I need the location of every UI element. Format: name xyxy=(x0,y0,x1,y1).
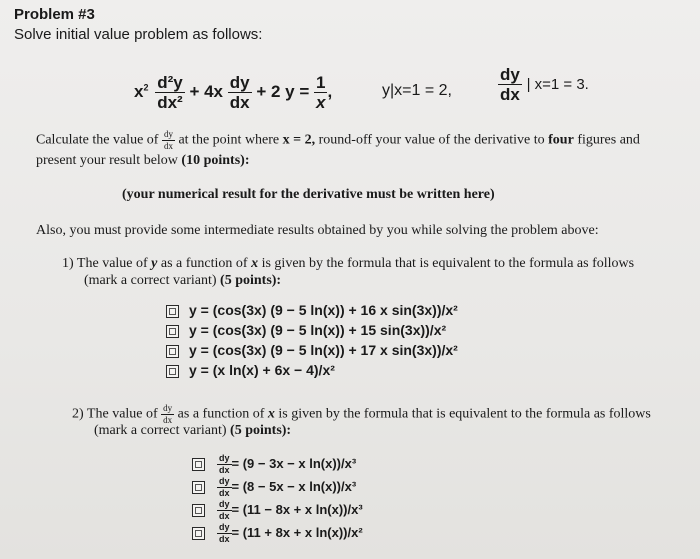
instruction-line-2: present your result below (10 points): xyxy=(36,153,250,168)
question-1-line-1: 1) The value of y as a function of x is given by the formula that is equivalent to the formula as follows xyxy=(62,256,635,271)
ode-equation xyxy=(134,74,332,111)
checkbox[interactable] xyxy=(192,527,205,540)
checkbox[interactable] xyxy=(166,345,179,358)
instruction-line-1: Calculate the value of $\frac{dy}{dx}$ at the point where x = 2, round-off your value of the derivative to four figures and xyxy=(36,129,640,151)
answer-note: (your numerical result for the derivative must be written here) xyxy=(122,187,495,202)
dy-dx-fraction: $\frac{dy}{dx}$ xyxy=(163,129,173,151)
checkbox[interactable] xyxy=(166,365,179,378)
problem-title: Problem #3 xyxy=(14,6,95,23)
checkbox[interactable] xyxy=(192,458,205,471)
checkbox[interactable] xyxy=(166,325,179,338)
question-2-line-2: (mark a correct variant) (5 points): xyxy=(94,423,292,438)
problem-subtitle: Solve initial value problem as follows: xyxy=(14,26,263,43)
eq-plus-4x: + 4x xyxy=(189,81,224,101)
eq-exp: 2 xyxy=(143,82,149,93)
q2-option-2[interactable]: $\frac{dy}{dx}$ = (8 − 5x − x ln(x))/x³ xyxy=(192,477,356,498)
q1-option-3[interactable]: y = (cos(3x) (9 − 5 ln(x)) + 17 x sin(3x))/x² xyxy=(166,342,458,358)
eq-comma: , xyxy=(327,81,333,101)
checkbox[interactable] xyxy=(192,481,205,494)
initial-condition-2: $\frac{dy}{dx}$ | x=1 = 3. xyxy=(500,65,589,104)
eq-first-derivative: $\frac{dy}{dx}$ xyxy=(229,73,250,112)
eq-second-derivative: $\frac{\text{d²y}}{\text{dx²}}$ xyxy=(157,73,183,112)
eq-plus-2y: + 2 y = xyxy=(256,81,310,101)
q1-option-2[interactable]: y = (cos(3x) (9 − 5 ln(x)) + 15 sin(3x))/x² xyxy=(166,322,446,338)
q1-option-1[interactable]: y = (cos(3x) (9 − 5 ln(x)) + 16 x sin(3x))/x² xyxy=(166,302,458,318)
question-2-line-1: 2) The value of $\frac{dy}{dx}$ as a function of x is given by the formula that is equivalent to the formula as follows xyxy=(72,403,651,425)
q1-option-4[interactable]: y = (x ln(x) + 6x − 4)/x² xyxy=(166,362,335,378)
also-instruction: Also, you must provide some intermediate results obtained by you while solving the problem above: xyxy=(36,223,599,238)
checkbox[interactable] xyxy=(192,504,205,517)
eq-x: x xyxy=(134,81,144,101)
q2-option-4[interactable]: $\frac{dy}{dx}$ = (11 + 8x + x ln(x))/x² xyxy=(192,523,363,544)
q2-option-1[interactable]: $\frac{dy}{dx}$ = (9 − 3x − x ln(x))/x³ xyxy=(192,454,356,475)
question-1-line-2: (mark a correct variant) (5 points): xyxy=(84,273,282,288)
initial-condition-1: y|x=1 = 2, xyxy=(382,82,452,99)
checkbox[interactable] xyxy=(166,305,179,318)
q2-option-3[interactable]: $\frac{dy}{dx}$ = (11 − 8x + x ln(x))/x³ xyxy=(192,500,363,521)
eq-rhs: $\frac{1}{x}$ xyxy=(316,73,326,112)
